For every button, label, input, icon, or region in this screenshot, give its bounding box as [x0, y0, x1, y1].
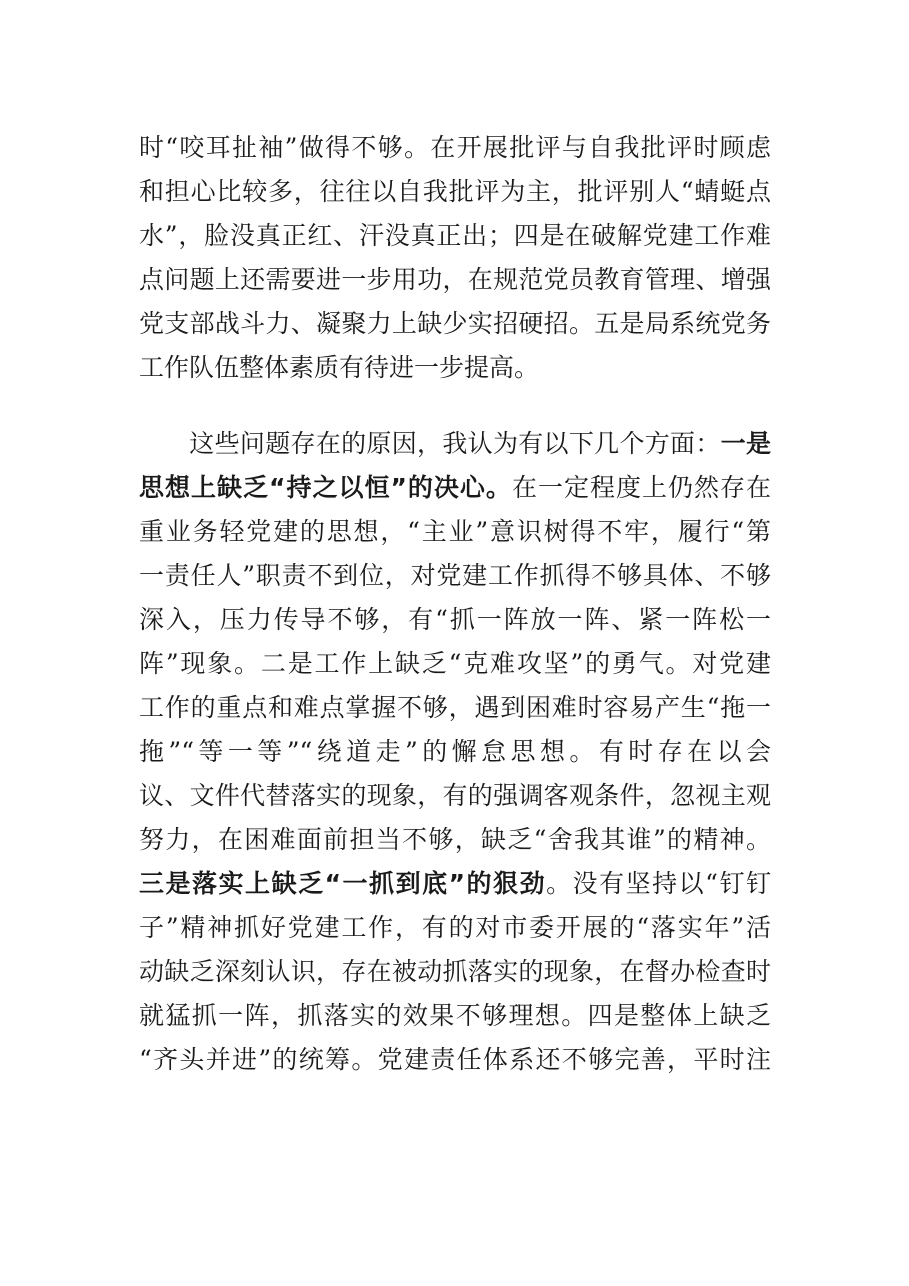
paragraph-line: 工作队伍整体素质有待进一步提高。 [139, 353, 540, 382]
paragraph-line [139, 862, 771, 906]
paragraph-line [139, 466, 771, 510]
paragraph-line: 议、文件代替落实的现象，有的强调客观条件，忽视主观 [139, 781, 771, 810]
paragraph-1 [139, 126, 771, 390]
paragraph-line: 时“咬耳扯袖”做得不够。在开展批评与自我批评时顾虑 [139, 133, 771, 162]
bold-run: 一是 [720, 429, 771, 458]
paragraph-line: 子”精神抓好党建工作，有的对市委开展的“落实年”活 [139, 913, 771, 942]
bold-run: 三是落实上缺乏“一抓到底”的狠劲 [139, 869, 547, 898]
text-run: 。没有坚持以“钉钉 [546, 869, 771, 898]
paragraph-line: 动缺乏深刻认识，存在被动抓落实的现象，在督办检查时 [139, 957, 771, 986]
paragraph-line: 一责任人”职责不到位，对党建工作抓得不够具体、不够 [139, 561, 771, 590]
paragraph-2 [139, 422, 771, 1082]
paragraph-line: 努力，在困难面前担当不够，缺乏“舍我其谁”的精神。 [139, 825, 771, 854]
text-run: 在一定程度上仍然存在 [511, 473, 771, 502]
paragraph-line: 重业务轻党建的思想，“主业”意识树得不牢，履行“第 [139, 517, 771, 546]
paragraph-line: 点问题上还需要进一步用功，在规范党员教育管理、增强 [139, 265, 771, 294]
paragraph-line [139, 422, 771, 466]
paragraph-line: 拖”“等一等”“绕道走”的懈怠思想。有时存在以会 [139, 737, 771, 766]
paragraph-line: 阵”现象。二是工作上缺乏“克难攻坚”的勇气。对党建 [139, 649, 771, 678]
paragraph-line: 和担心比较多，往往以自我批评为主，批评别人“蜻蜓点 [139, 177, 771, 206]
paragraph-line: 水”，脸没真正红、汗没真正出；四是在破解党建工作难 [139, 221, 771, 250]
paragraph-line: 党支部战斗力、凝聚力上缺少实招硬招。五是局系统党务 [139, 309, 771, 338]
paragraph-line: 工作的重点和难点掌握不够，遇到困难时容易产生“拖一 [139, 693, 771, 722]
bold-run: 思想上缺乏“持之以恒”的决心。 [139, 473, 512, 502]
paragraph-line: 深入，压力传导不够，有“抓一阵放一阵、紧一阵松一 [139, 605, 771, 634]
paragraph-line: “齐头并进”的统筹。党建责任体系还不够完善，平时注 [139, 1045, 771, 1074]
paragraph-line: 就猛抓一阵，抓落实的效果不够理想。四是整体上缺乏 [139, 1001, 771, 1030]
text-run: 这些问题存在的原因，我认为有以下几个方面： [189, 429, 721, 458]
